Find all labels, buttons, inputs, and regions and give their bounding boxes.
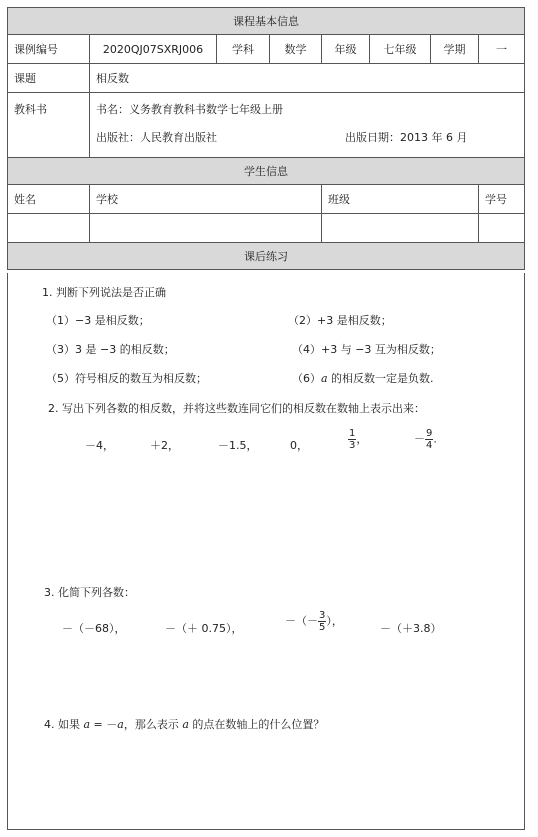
q3-expr-1: －（－68）， (62, 622, 126, 635)
q1-title: 1. 判断下列说法是否正确 (42, 286, 166, 299)
course-code-value: 2020QJ07SXRJ006 (90, 35, 217, 64)
q1-item-5: （5）符号相反的数互为相反数； (46, 372, 207, 385)
student-class-label: 班级 (322, 185, 479, 214)
student-info-header: 学生信息 (8, 158, 525, 185)
term-value: 一 (479, 35, 525, 64)
publisher: 出版社：人民教育出版社 (96, 131, 217, 144)
q2-fraction-2: － $\frac{9}{4}$ . (414, 428, 437, 451)
student-school-label: 学校 (90, 185, 322, 214)
course-info-table (7, 7, 525, 270)
q2-number-4: 0， (290, 439, 308, 452)
q3-expr-3: －（－ $\frac{3}{5}$ ）， (285, 610, 343, 633)
q2-title: 2. 写出下列各数的相反数，并将这些数连同它们的相反数在数轴上表示出来： (48, 402, 425, 415)
q1-item-2: （2）+3 是相反数； (288, 314, 392, 327)
q3-title: 3. 化简下列各数： (44, 586, 135, 599)
student-name-label: 姓名 (8, 185, 90, 214)
q2-fraction-1: $\frac{1}{3}$ ， (349, 428, 368, 451)
exercises-header: 课后练习 (8, 243, 525, 270)
q1-item-6: （6）a 的相反数一定是负数. (292, 372, 434, 385)
subject-value: 数学 (270, 35, 322, 64)
student-name-cell[interactable] (8, 214, 90, 243)
q1-item-4: （4）+3 与 −3 互为相反数； (292, 343, 441, 356)
grade-value: 七年级 (370, 35, 431, 64)
textbook-details (90, 93, 525, 158)
student-school-cell[interactable] (90, 214, 322, 243)
q3-expr-4: －（＋3.8） (380, 622, 442, 635)
q2-number-3: －1.5， (218, 439, 258, 452)
course-code-label: 课例编号 (8, 35, 90, 64)
topic-label: 课题 (8, 64, 90, 93)
q2-number-1: －4， (85, 439, 114, 452)
publication-date: 出版日期：2013 年 6 月 (345, 131, 468, 144)
student-id-label: 学号 (479, 185, 525, 214)
topic-value: 相反数 (90, 64, 525, 93)
student-id-cell[interactable] (479, 214, 525, 243)
course-info-header: 课程基本信息 (8, 8, 525, 35)
q4-text: 4. 如果 a = －a，那么表示 a 的点在数轴上的什么位置？ (44, 718, 325, 731)
grade-label: 年级 (322, 35, 370, 64)
term-label: 学期 (431, 35, 479, 64)
textbook-label: 教科书 (8, 93, 90, 158)
q1-item-6-var: a (321, 372, 328, 385)
subject-label: 学科 (217, 35, 270, 64)
student-class-cell[interactable] (322, 214, 479, 243)
q1-item-1: （1）−3 是相反数； (46, 314, 150, 327)
book-name: 书名：义务教育教科书数学七年级上册 (96, 103, 283, 116)
q2-number-2: ＋2， (150, 439, 179, 452)
q1-item-3: （3）3 是 −3 的相反数； (46, 343, 175, 356)
q3-expr-2: －（＋ 0.75）， (165, 622, 243, 635)
